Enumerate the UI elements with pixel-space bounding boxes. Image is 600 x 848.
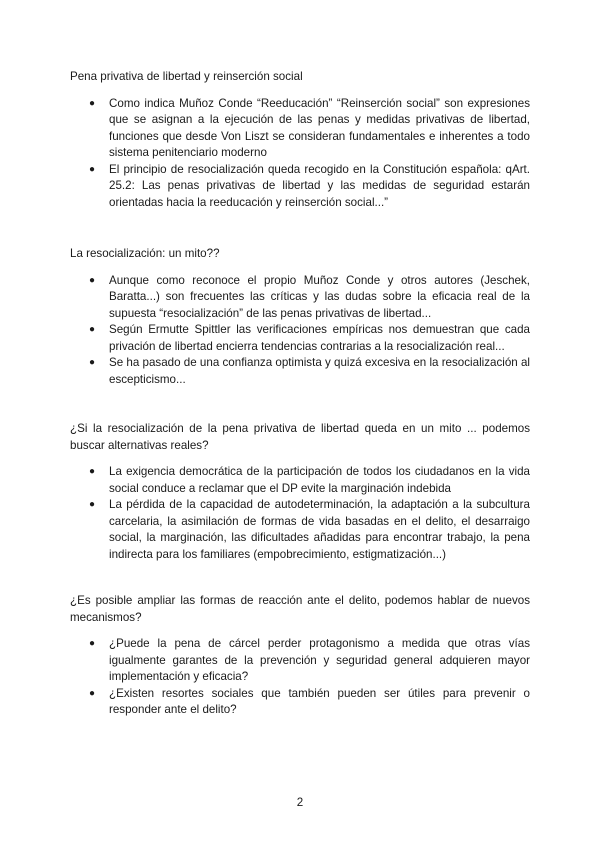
section-alternativas-reales <box>70 421 530 563</box>
section-heading: ¿Si la resocialización de la pena privativa de libertad queda en un mito ... podemos buscar alternativas reales? <box>70 422 530 452</box>
list-item <box>70 686 530 719</box>
list-item <box>70 464 530 497</box>
list-item <box>70 636 530 686</box>
bullet-list <box>70 273 530 389</box>
bullet-icon: ● <box>89 97 96 109</box>
section-resocializacion-mito <box>70 246 530 388</box>
section-nuevos-mecanismos <box>70 593 530 719</box>
list-item <box>70 96 530 162</box>
bullet-icon: ● <box>89 638 96 649</box>
bullet-icon: ● <box>89 324 96 335</box>
list-item-text: Aunque como reconoce el propio Muñoz Conde y otros autores (Jeschek, Baratta...) son frecuentes las críticas y las dudas sobre la eficacia real de la supuesta “resocialización” de las penas privativas de libertad... <box>109 273 530 320</box>
list-item-text: Como indica Muñoz Conde “Reeducación” “Reinserción social” son expresiones que se asignan a la ejecución de las penas y medidas privativas de libertad, funciones que desde Von Liszt se consideran fundamentales e inherentes a todo sistema penitenciario moderno <box>109 96 530 159</box>
list-item-text: El principio de resocialización queda recogido en la Constitución española: qArt. 25.2: Las penas privativas de libertad y las medidas de seguridad estarán orientadas hacia la reeducación y reinserción social...” <box>109 162 530 209</box>
bullet-icon: ● <box>89 687 96 699</box>
list-item <box>70 273 530 323</box>
list-item-text: ¿Existen resortes sociales que también pueden ser útiles para prevenir o responder ante el delito? <box>109 686 530 716</box>
list-item-text: ¿Puede la pena de cárcel perder protagonismo a medida que otras vías igualmente garantes de la prevención y seguridad general adquieren mayor implementación y eficacia? <box>109 637 530 683</box>
bullet-icon: ● <box>89 274 96 286</box>
bullet-list <box>70 464 530 563</box>
list-item-text: La pérdida de la capacidad de autodeterminación, la adaptación a la subcultura carcelaria, la asimilación de formas de vida basadas en el delito, el desarraigo social, la marginación, las dificultades añadidas para encontrar trabajo, la pena indirecta para los familiares (empobrecimiento, estigmatización...) <box>109 498 530 561</box>
list-item-text: Se ha pasado de una confianza optimista y quizá excesiva en la resocialización al escepticismo... <box>109 356 530 386</box>
section-heading: La resocialización: un mito?? <box>70 247 220 260</box>
list-item <box>70 497 530 563</box>
list-item <box>70 162 530 212</box>
section-pena-privativa <box>70 69 530 211</box>
list-item <box>70 355 530 388</box>
list-item <box>70 322 530 355</box>
bullet-list <box>70 96 530 212</box>
list-item-text: La exigencia democrática de la participación de todos los ciudadanos en la vida social conduce a reclamar que el DP evite la marginación indebida <box>109 465 530 495</box>
bullet-icon: ● <box>89 357 96 368</box>
bullet-icon: ● <box>89 466 96 477</box>
bullet-icon: ● <box>89 499 96 510</box>
section-heading: Pena privativa de libertad y reinserción social <box>70 70 303 83</box>
list-item-text: Según Ermutte Spittler las verificaciones empíricas nos demuestran que cada privación de libertad encierra tendencias contrarias a la resocialización real... <box>109 323 530 353</box>
bullet-list <box>70 636 530 719</box>
bullet-icon: ● <box>89 163 96 175</box>
section-heading: ¿Es posible ampliar las formas de reacción ante el delito, podemos hablar de nuevos mecanismos? <box>70 594 530 624</box>
page-number: 2 <box>296 796 304 809</box>
